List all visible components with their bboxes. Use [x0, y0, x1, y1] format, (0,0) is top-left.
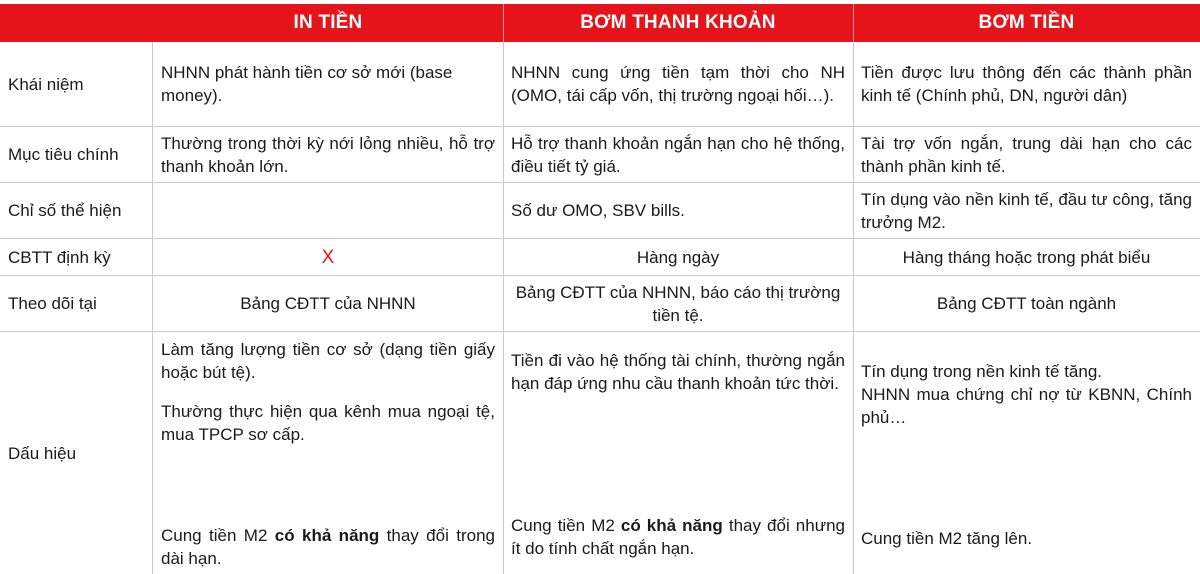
cell-in-tien: Bảng CĐTT của NHNN — [240, 294, 416, 313]
cell-bom-tien: Tín dụng vào nền kinh tế, đầu tư công, tăng trưởng M2. — [861, 189, 1192, 232]
x-mark-icon: X — [321, 246, 335, 268]
table-header — [0, 4, 1200, 42]
row-label: Dấu hiệu — [8, 443, 77, 463]
row-label: CBTT định kỳ — [8, 247, 111, 267]
row-label: Chỉ số thể hiện — [8, 201, 122, 220]
cell-in-tien — [153, 239, 503, 275]
paragraph: Tín dụng trong nền kinh tế tăng. — [861, 362, 1103, 381]
paragraph: Cung tiền M2 tăng lên. — [861, 529, 1033, 548]
header-in-tien: IN TIỀN — [293, 12, 363, 33]
paragraph: Cung tiền M2 có khả năng thay đổi trong dài hạn. — [161, 526, 495, 568]
table-row-dau-hieu — [0, 332, 1200, 574]
row-label: Mục tiêu chính — [8, 145, 119, 164]
cell-in-tien — [153, 183, 503, 238]
table-row-muc-tieu — [0, 127, 1200, 183]
cell-bom-thanh-khoan: NHNN cung ứng tiền tạm thời cho NH (OMO, tái cấp vốn, thị trường ngoại hối…). — [511, 63, 845, 105]
row-label: Khái niệm — [8, 74, 84, 94]
emphasis-text: có khả năng — [620, 516, 723, 535]
header-bom-thanh-khoan: BƠM THANH KHOẢN — [580, 12, 776, 33]
table-row-khai-niem — [0, 42, 1200, 127]
cell-bom-tien — [853, 332, 1200, 574]
cell-bom-thanh-khoan — [503, 332, 853, 574]
cell-bom-tien: Hàng tháng hoặc trong phát biểu — [902, 247, 1151, 267]
paragraph: Cung tiền M2 có khả năng thay đổi nhưng ít do tính chất ngắn hạn. — [511, 516, 846, 558]
paragraph: Tiền đi vào hệ thống tài chính, thường ngắn hạn đáp ứng nhu cầu thanh khoản tức thời. — [511, 351, 845, 393]
cell-bom-thanh-khoan: Bảng CĐTT của NHNN, báo cáo thị trường tiền tệ. — [515, 282, 841, 325]
emphasis-text: có khả năng — [274, 526, 380, 545]
paragraph: Thường thực hiện qua kênh mua ngoại tệ, mua TPCP sơ cấp. — [161, 402, 495, 444]
cell-bom-tien: Tiền được lưu thông đến các thành phần kinh tế (Chính phủ, DN, người dân) — [861, 63, 1192, 105]
table-row-chi-so — [0, 183, 1200, 239]
cell-in-tien — [153, 332, 503, 574]
header-bom-tien: BƠM TIỀN — [978, 12, 1075, 33]
paragraph: NHNN mua chứng chỉ nợ từ KBNN, Chính phủ… — [861, 385, 1192, 427]
cell-in-tien: NHNN phát hành tiền cơ sở mới (base money). — [161, 63, 453, 105]
row-label: Theo dõi tại — [8, 294, 97, 313]
table-row-cbtt — [0, 239, 1200, 276]
cell-bom-tien: Tài trợ vốn ngắn, trung dài hạn cho các thành phần kinh tế. — [861, 133, 1192, 176]
cell-bom-thanh-khoan: Hỗ trợ thanh khoản ngắn hạn cho hệ thống, điều tiết tỷ giá. — [511, 133, 845, 176]
table-row-theo-doi — [0, 276, 1200, 332]
cell-bom-tien: Bảng CĐTT toàn ngành — [936, 294, 1117, 313]
cell-bom-thanh-khoan: Số dư OMO, SBV bills. — [511, 201, 685, 220]
paragraph: Làm tăng lượng tiền cơ sở (dạng tiền giấy hoặc bút tệ). — [161, 340, 495, 382]
cell-in-tien: Thường trong thời kỳ nới lỏng nhiều, hỗ trợ thanh khoản lớn. — [161, 133, 495, 176]
cell-bom-thanh-khoan: Hàng ngày — [636, 247, 720, 267]
